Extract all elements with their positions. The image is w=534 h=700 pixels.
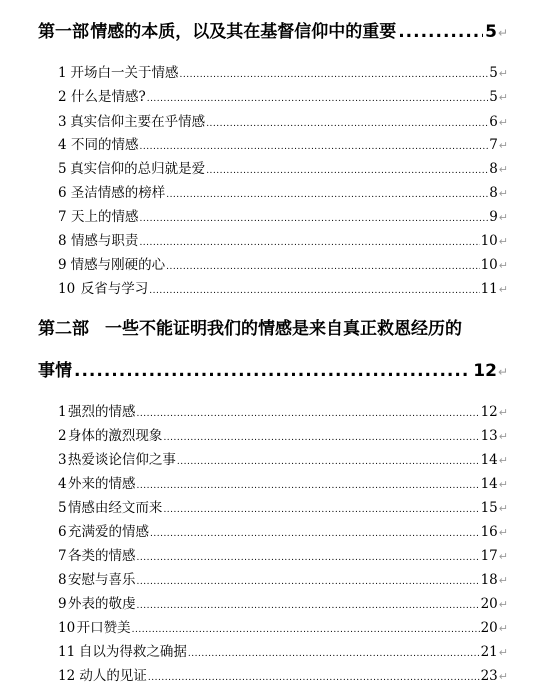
entry-number: 3	[58, 452, 67, 468]
entry-page-number: 13	[480, 428, 498, 444]
leader-dots	[163, 428, 479, 448]
entry-title: 外来的情感	[68, 476, 136, 492]
entry-number: 2	[58, 89, 67, 105]
leader-dots	[140, 209, 489, 229]
entry-number: 4	[58, 476, 67, 492]
paragraph-mark-icon: ↵	[498, 430, 508, 443]
entry-page-number: 5	[489, 89, 498, 105]
entry-title: 动人的见证	[79, 668, 147, 684]
part-1-page-number: 5	[485, 22, 497, 42]
toc-entry[interactable]	[58, 594, 508, 614]
paragraph-mark-icon: ↵	[498, 67, 508, 80]
toc-entry[interactable]	[58, 426, 508, 446]
leader-dots	[163, 500, 479, 520]
leader-dots	[137, 596, 480, 616]
entry-number: 5	[58, 161, 67, 177]
toc-entry[interactable]	[58, 255, 508, 275]
paragraph-mark-icon: ↵	[498, 406, 508, 419]
entry-number: 10	[58, 281, 76, 297]
leader-dots	[74, 360, 471, 382]
entry-title: 外表的敬虔	[68, 596, 136, 612]
toc-entry[interactable]	[58, 87, 508, 107]
entry-number: 8	[58, 233, 67, 249]
entry-page-number: 9	[489, 209, 498, 225]
entry-title: 情感由经文而来	[67, 500, 163, 516]
toc-entry[interactable]	[58, 63, 508, 83]
entry-page-number: 21	[480, 644, 498, 660]
entry-number: 9	[58, 257, 67, 273]
entry-title: 开场白一关于情感	[70, 65, 179, 81]
toc-entry[interactable]	[58, 231, 508, 251]
entry-title: 自以为得救之确据	[78, 644, 187, 660]
paragraph-mark-icon: ↵	[498, 211, 508, 224]
part-2-page-number: 12	[473, 361, 497, 381]
entry-title: 各类的情感	[68, 548, 136, 564]
entry-number: 10	[58, 620, 76, 636]
entry-number: 9	[58, 596, 67, 612]
leader-dots	[137, 476, 480, 496]
entry-title: 强烈的情感	[68, 404, 136, 420]
toc-entry[interactable]	[58, 618, 508, 638]
toc-entry[interactable]	[58, 522, 508, 542]
entry-title: 不同的情感	[71, 137, 139, 153]
entry-page-number: 11	[480, 281, 498, 297]
toc-entry[interactable]	[58, 279, 508, 299]
part-2-heading-continued[interactable]	[38, 360, 508, 383]
toc-entry[interactable]	[58, 207, 508, 227]
toc-entry[interactable]	[58, 112, 508, 132]
leader-dots	[137, 404, 480, 424]
paragraph-mark-icon: ↵	[498, 622, 508, 635]
toc-entry[interactable]	[58, 159, 508, 179]
paragraph-mark-icon: ↵	[498, 598, 508, 611]
entry-page-number: 16	[480, 524, 498, 540]
toc-entry[interactable]	[58, 135, 508, 155]
toc-entry[interactable]	[58, 498, 508, 518]
leader-dots	[149, 281, 479, 301]
entry-page-number: 12	[480, 404, 498, 420]
entry-title: 天上的情感	[71, 209, 139, 225]
entry-number: 4	[58, 137, 67, 153]
entry-number: 5	[58, 500, 67, 516]
leader-dots	[140, 137, 489, 157]
leader-dots	[206, 161, 488, 181]
entry-page-number: 18	[480, 572, 498, 588]
part-1-heading[interactable]	[38, 21, 508, 44]
paragraph-mark-icon: ↵	[498, 259, 508, 272]
entry-title: 开口赞美	[76, 620, 131, 636]
entry-title: 情感与刚硬的心	[70, 257, 166, 273]
paragraph-mark-icon: ↵	[498, 283, 508, 296]
entry-page-number: 8	[489, 185, 498, 201]
leader-dots	[137, 572, 480, 592]
leader-dots	[148, 668, 480, 688]
paragraph-mark-icon: ↵	[498, 574, 508, 587]
paragraph-mark-icon: ↵	[498, 139, 508, 152]
entry-title: 热爱谈论信仰之事	[67, 452, 176, 468]
paragraph-mark-icon: ↵	[498, 478, 508, 491]
entry-page-number: 14	[480, 452, 498, 468]
paragraph-mark-icon: ↵	[498, 235, 508, 248]
toc-entry[interactable]	[58, 666, 508, 686]
paragraph-mark-icon: ↵	[498, 454, 508, 467]
paragraph-mark-icon: ↵	[498, 670, 508, 683]
leader-dots	[137, 548, 480, 568]
entry-number: 7	[58, 209, 67, 225]
part-2-heading[interactable]	[38, 318, 508, 340]
entry-number: 7	[58, 548, 67, 564]
paragraph-mark-icon: ↵	[498, 187, 508, 200]
toc-entry[interactable]	[58, 402, 508, 422]
entry-number: 1	[58, 65, 67, 81]
entry-number: 3	[58, 114, 67, 130]
leader-dots	[206, 114, 488, 134]
paragraph-mark-icon: ↵	[498, 526, 508, 539]
leader-dots	[177, 452, 480, 472]
part-1-label: 第一部	[38, 22, 89, 42]
entry-page-number: 14	[480, 476, 498, 492]
part-2-title: 一些不能证明我们的情感是来自真正救恩经历的	[105, 319, 462, 339]
entry-page-number: 20	[480, 620, 498, 636]
toc-entry[interactable]	[58, 642, 508, 662]
entry-number: 12	[58, 668, 76, 684]
entry-page-number: 10	[480, 257, 498, 273]
entry-page-number: 15	[480, 500, 498, 516]
entry-page-number: 20	[480, 596, 498, 612]
entry-title: 圣洁情感的榜样	[70, 185, 166, 201]
entry-page-number: 7	[489, 137, 498, 153]
entry-title: 真实信仰主要在乎情感	[70, 114, 206, 130]
paragraph-mark-icon: ↵	[498, 91, 508, 104]
entry-title: 反省与学习	[80, 281, 149, 297]
entry-page-number: 23	[480, 668, 498, 684]
entry-page-number: 17	[480, 548, 498, 564]
entry-title: 真实信仰的总归就是爱	[70, 161, 206, 177]
entry-title: 情感与职责	[70, 233, 139, 249]
entry-title: 身体的激烈现象	[67, 428, 163, 444]
toc-entry[interactable]	[58, 450, 508, 470]
toc-entry[interactable]	[58, 570, 508, 590]
entry-number: 1	[58, 404, 67, 420]
paragraph-mark-icon: ↵	[498, 646, 508, 659]
part-2-label: 第二部	[38, 319, 89, 339]
toc-entry[interactable]	[58, 546, 508, 566]
entry-page-number: 10	[480, 233, 498, 249]
leader-dots	[180, 65, 489, 85]
entry-number: 8	[58, 572, 67, 588]
entry-number: 11	[58, 644, 76, 660]
paragraph-mark-icon: ↵	[498, 550, 508, 563]
entry-title: 安慰与喜乐	[68, 572, 136, 588]
entry-number: 2	[58, 428, 67, 444]
leader-dots	[132, 620, 480, 640]
leader-dots	[166, 185, 488, 205]
paragraph-mark-icon: ↵	[498, 163, 508, 176]
paragraph-mark-icon: ↵	[498, 116, 508, 129]
leader-dots	[139, 233, 479, 253]
leader-dots	[147, 89, 488, 109]
paragraph-mark-icon: ↵	[498, 502, 508, 515]
entry-title: 什么是情感?	[70, 89, 146, 105]
part-1-title: 情感的本质，以及其在基督信仰中的重要	[90, 22, 397, 42]
entry-number: 6	[58, 185, 67, 201]
entry-page-number: 6	[489, 114, 498, 130]
leader-dots	[150, 524, 480, 544]
leader-dots	[398, 21, 483, 43]
leader-dots	[166, 257, 480, 277]
part-2-title-continued: 事情	[38, 361, 72, 381]
paragraph-mark-icon: ↵	[497, 26, 508, 40]
entry-title: 充满爱的情感	[68, 524, 149, 540]
toc-entry[interactable]	[58, 474, 508, 494]
paragraph-mark-icon: ↵	[497, 365, 508, 379]
entry-page-number: 8	[489, 161, 498, 177]
toc-entry[interactable]	[58, 183, 508, 203]
leader-dots	[188, 644, 480, 664]
entry-page-number: 5	[489, 65, 498, 81]
entry-number: 6	[58, 524, 67, 540]
